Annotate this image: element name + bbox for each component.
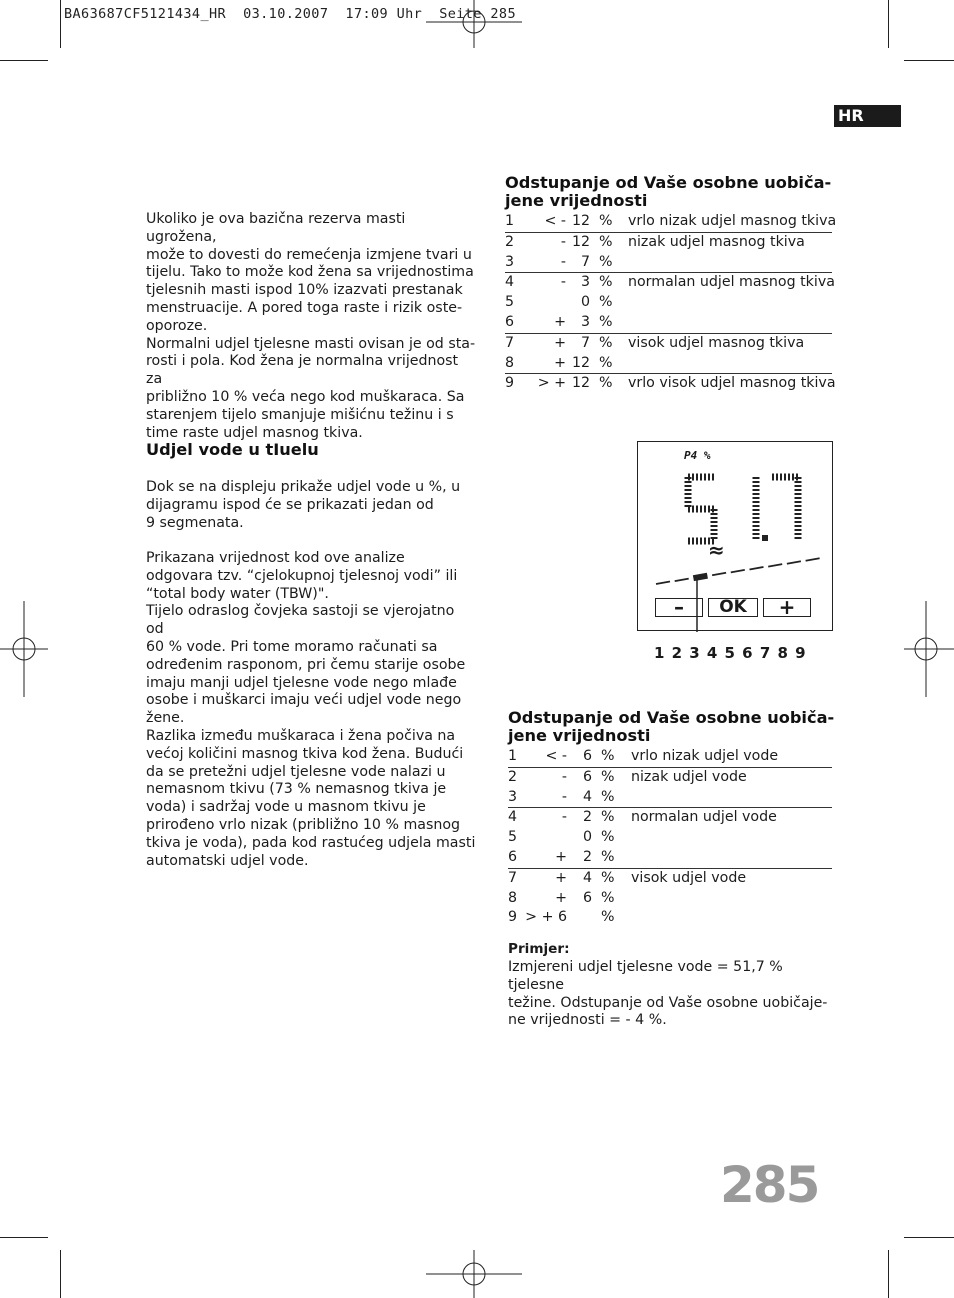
- table-cell-n: 7: [508, 869, 518, 886]
- text-line: voda) i sadržaj vode u masnom tkivu je: [146, 799, 426, 816]
- page-number: 285: [720, 1156, 819, 1214]
- table-cell-val: 12: [571, 354, 590, 371]
- table-cell-sign: -: [560, 274, 566, 291]
- segment-bar-6: [750, 567, 764, 570]
- table-row: [505, 313, 832, 334]
- table-cell-sign: +: [554, 354, 566, 371]
- table-cell-n: 6: [505, 313, 515, 330]
- water-heading: Udjel vode u tIuelu: [146, 440, 319, 459]
- text-line: time raste udjel masnog tkiva.: [146, 424, 363, 441]
- table-row: [508, 828, 832, 848]
- text-line: težine. Odstupanje od Vaše osobne uobičaje-: [508, 994, 828, 1011]
- segment-bar-4: [712, 573, 726, 576]
- text-line: imaju manji udjel tjelesne vode nego mlađe: [146, 674, 457, 691]
- table-cell-label: vrlo nizak udjel masnog tkiva: [628, 213, 837, 229]
- table-cell-pct: %: [599, 375, 613, 392]
- table-cell-sign: +: [555, 848, 567, 865]
- table-cell-n: 9: [508, 909, 518, 926]
- text-line: Dok se na displeju prikaže udjel vode u %, u: [146, 479, 461, 495]
- water-paragraph-2: [146, 550, 476, 728]
- table-cell-n: 2: [508, 768, 518, 785]
- table-cell-val: 12: [571, 233, 590, 250]
- example-text: [508, 959, 838, 1030]
- table-cell-pct: %: [601, 748, 615, 764]
- text-line: Izmjereni udjel tjelesne vode = 51,7 % tjelesne: [508, 959, 783, 993]
- table-row: [508, 808, 832, 828]
- table-cell-val: 6: [582, 768, 592, 785]
- table-cell-n: 8: [505, 354, 515, 371]
- scale-display: [637, 441, 833, 631]
- display-mode: P4 %: [684, 449, 711, 462]
- table-cell-sign: +: [555, 869, 567, 886]
- table-row: [505, 334, 832, 354]
- table-cell-sign: -: [560, 253, 566, 270]
- table-cell-val: 6: [582, 748, 592, 764]
- text-line: ne vrijednosti = - 4 %.: [508, 1012, 667, 1029]
- table-cell-pct: %: [601, 768, 615, 785]
- table-cell-pct: %: [599, 313, 613, 330]
- water-paragraph-1: [146, 479, 476, 532]
- fat-table-heading: Odstupanje od Vaše osobne uobiča- jene vrijednosti: [505, 173, 832, 210]
- table-cell-n: 9: [505, 375, 515, 392]
- text-line: osobe i muškarci imaju veći udjel vode nego: [146, 692, 462, 709]
- table-cell-pct: %: [599, 274, 613, 291]
- table-cell-pct: %: [601, 809, 615, 826]
- table-cell-val: 7: [580, 334, 590, 351]
- table-cell-label: nizak udjel masnog tkiva: [628, 233, 805, 250]
- table-cell-val: 2: [582, 848, 592, 865]
- table-cell-sign: > +: [537, 375, 566, 392]
- table-cell-val: 0: [580, 294, 590, 311]
- text-line: tkiva je voda), pada kod rastućeg udjela masti: [146, 834, 476, 851]
- table-row: [508, 747, 832, 768]
- water-deviation-table: [508, 747, 832, 928]
- text-line: menstruacije. A pored toga raste i rizik oste-: [146, 299, 463, 316]
- table-row: [508, 848, 832, 869]
- text-line: Tijelo odraslog čovjeka sastoji se vjerojatno od: [146, 603, 455, 638]
- table-cell-sign: +: [555, 889, 567, 906]
- text-line: Normalni udjel tjelesne masti ovisan je od sta-: [146, 335, 476, 352]
- text-line: približno 10 % veća nego kod muškaraca. Sa: [146, 388, 465, 405]
- intro-paragraph: [146, 211, 476, 442]
- table-cell-n: 4: [508, 809, 518, 826]
- table-cell-val: 6: [582, 889, 592, 906]
- table-cell-label: visok udjel masnog tkiva: [628, 334, 805, 351]
- table-cell-pct: %: [601, 869, 615, 886]
- text-line: oporoze.: [146, 317, 208, 334]
- segment-bar-9: [806, 558, 820, 561]
- table-row: [508, 889, 832, 909]
- table-cell-sign: +: [554, 334, 566, 351]
- table-cell-val: 4: [582, 869, 592, 886]
- lcd-decimal-point: [762, 535, 768, 541]
- table-cell-val: 3: [580, 313, 590, 330]
- text-line: žene.: [146, 710, 185, 727]
- text-line: tijelu. Tako to može kod žena sa vrijednostima: [146, 264, 474, 281]
- ok-button[interactable]: OK: [708, 598, 758, 617]
- table-cell-sign: > + 6: [525, 909, 567, 926]
- table-cell-val: 3: [580, 274, 590, 291]
- table-row: [508, 908, 832, 928]
- table-cell-sign: +: [554, 313, 566, 330]
- table-cell-n: 1: [505, 213, 515, 229]
- text-line: starenjem tijelo smanjuje mišićnu težinu i s: [146, 406, 454, 423]
- table-row: [505, 374, 836, 394]
- text-line: da se pretežni udjel tjelesne vode nalazi u: [146, 763, 446, 780]
- print-header: BA63687CF5121434_HR 03.10.2007 17:09 Uhr Seite 285: [64, 6, 516, 22]
- text-line: Prikazana vrijednost kod ove analize: [146, 550, 405, 566]
- table-cell-n: 2: [505, 233, 515, 250]
- water-table-heading: Odstupanje od Vaše osobne uobiča- jene vrijednosti: [508, 708, 835, 745]
- table-row: [508, 869, 832, 889]
- table-cell-label: normalan udjel vode: [631, 809, 777, 826]
- segment-bar-7: [768, 564, 782, 567]
- table-cell-pct: %: [599, 294, 613, 311]
- table-row: [505, 253, 832, 274]
- table-cell-n: 5: [505, 294, 515, 311]
- text-line: 60 % vode. Pri tome moramo računati sa: [146, 638, 438, 655]
- table-cell-val: 7: [580, 253, 590, 270]
- table-cell-n: 8: [508, 889, 518, 906]
- text-line: tjelesnih masti ispod 10% izazvati prestanak: [146, 282, 463, 299]
- table-cell-val: 4: [582, 788, 592, 805]
- text-line: nemasnom tkivu (73 % nemasnog tkiva je: [146, 781, 447, 798]
- fat-deviation-table: [505, 212, 837, 394]
- text-line: prirođeno vrlo nizak (približno 10 % masnog: [146, 816, 461, 833]
- table-cell-pct: %: [601, 889, 615, 906]
- table-cell-pct: %: [601, 848, 615, 865]
- table-row: [505, 212, 837, 233]
- table-row: [508, 788, 832, 809]
- text-line: Ukoliko je ova bazična rezerva masti ugrožena,: [146, 211, 406, 245]
- table-cell-val: 0: [582, 829, 592, 846]
- water-wave-icon: ≈: [708, 538, 725, 562]
- table-cell-pct: %: [601, 788, 615, 805]
- text-line: većoj količini masnog tkiva kod žena. Budući: [146, 745, 464, 762]
- text-line: može to dovesti do remećenja izmjene tvari u: [146, 246, 472, 263]
- table-cell-n: 1: [508, 748, 518, 764]
- table-cell-pct: %: [601, 909, 615, 926]
- table-cell-pct: %: [599, 233, 613, 250]
- text-line: Razlika između muškaraca i žena počiva na: [146, 728, 456, 744]
- segment-bar-5: [731, 570, 745, 573]
- table-cell-pct: %: [599, 253, 613, 270]
- table-row: [505, 233, 832, 253]
- text-line: “total body water (TBW)".: [146, 585, 329, 602]
- table-cell-sign: -: [561, 788, 567, 805]
- table-row: [505, 293, 832, 313]
- table-cell-val: 12: [571, 375, 590, 392]
- water-paragraph-3: [146, 728, 476, 870]
- table-cell-n: 6: [508, 848, 518, 865]
- segment-numbers: 123456789: [654, 644, 813, 662]
- table-cell-sign: < -: [545, 748, 567, 764]
- text-line: određenim rasponom, pri čemu starije osobe: [146, 656, 466, 673]
- table-cell-pct: %: [599, 334, 613, 351]
- table-cell-label: normalan udjel masnog tkiva: [628, 274, 835, 291]
- segment-bar-3: [693, 576, 707, 579]
- table-cell-label: visok udjel vode: [631, 869, 747, 886]
- table-cell-n: 7: [505, 334, 515, 351]
- table-cell-label: vrlo visok udjel masnog tkiva: [628, 375, 836, 392]
- table-cell-sign: -: [561, 768, 567, 785]
- segment-bar-2: [675, 579, 689, 582]
- table-cell-n: 3: [505, 253, 515, 270]
- text-line: dijagramu ispod će se prikazati jedan od: [146, 496, 434, 513]
- segment-bar-8: [787, 561, 801, 564]
- table-cell-n: 3: [508, 788, 518, 805]
- minus-button[interactable]: –: [655, 598, 703, 617]
- table-cell-sign: -: [561, 809, 567, 826]
- table-cell-sign: < -: [544, 213, 566, 229]
- table-row: [505, 273, 835, 293]
- example-heading: Primjer:: [508, 941, 570, 957]
- table-cell-pct: %: [599, 354, 613, 371]
- table-cell-pct: %: [599, 213, 613, 229]
- table-cell-n: 5: [508, 829, 518, 846]
- language-tab: HR: [834, 105, 901, 127]
- table-row: [508, 768, 832, 788]
- text-line: automatski udjel vode.: [146, 852, 309, 869]
- table-cell-label: nizak udjel vode: [631, 768, 747, 785]
- text-line: odgovara tzv. “cjelokupnoj tjelesnoj vodi” ili: [146, 567, 458, 584]
- plus-button[interactable]: +: [763, 598, 811, 617]
- table-row: [505, 354, 832, 375]
- segment-bar-1: [656, 582, 670, 585]
- table-cell-pct: %: [601, 829, 615, 846]
- table-cell-n: 4: [505, 274, 515, 291]
- table-cell-label: vrlo nizak udjel vode: [631, 748, 779, 764]
- table-cell-val: 2: [582, 809, 592, 826]
- table-cell-sign: -: [560, 233, 566, 250]
- table-cell-val: 12: [571, 213, 590, 229]
- text-line: 9 segmenata.: [146, 514, 244, 531]
- text-line: rosti i pola. Kod žena je normalna vrijednost za: [146, 353, 459, 388]
